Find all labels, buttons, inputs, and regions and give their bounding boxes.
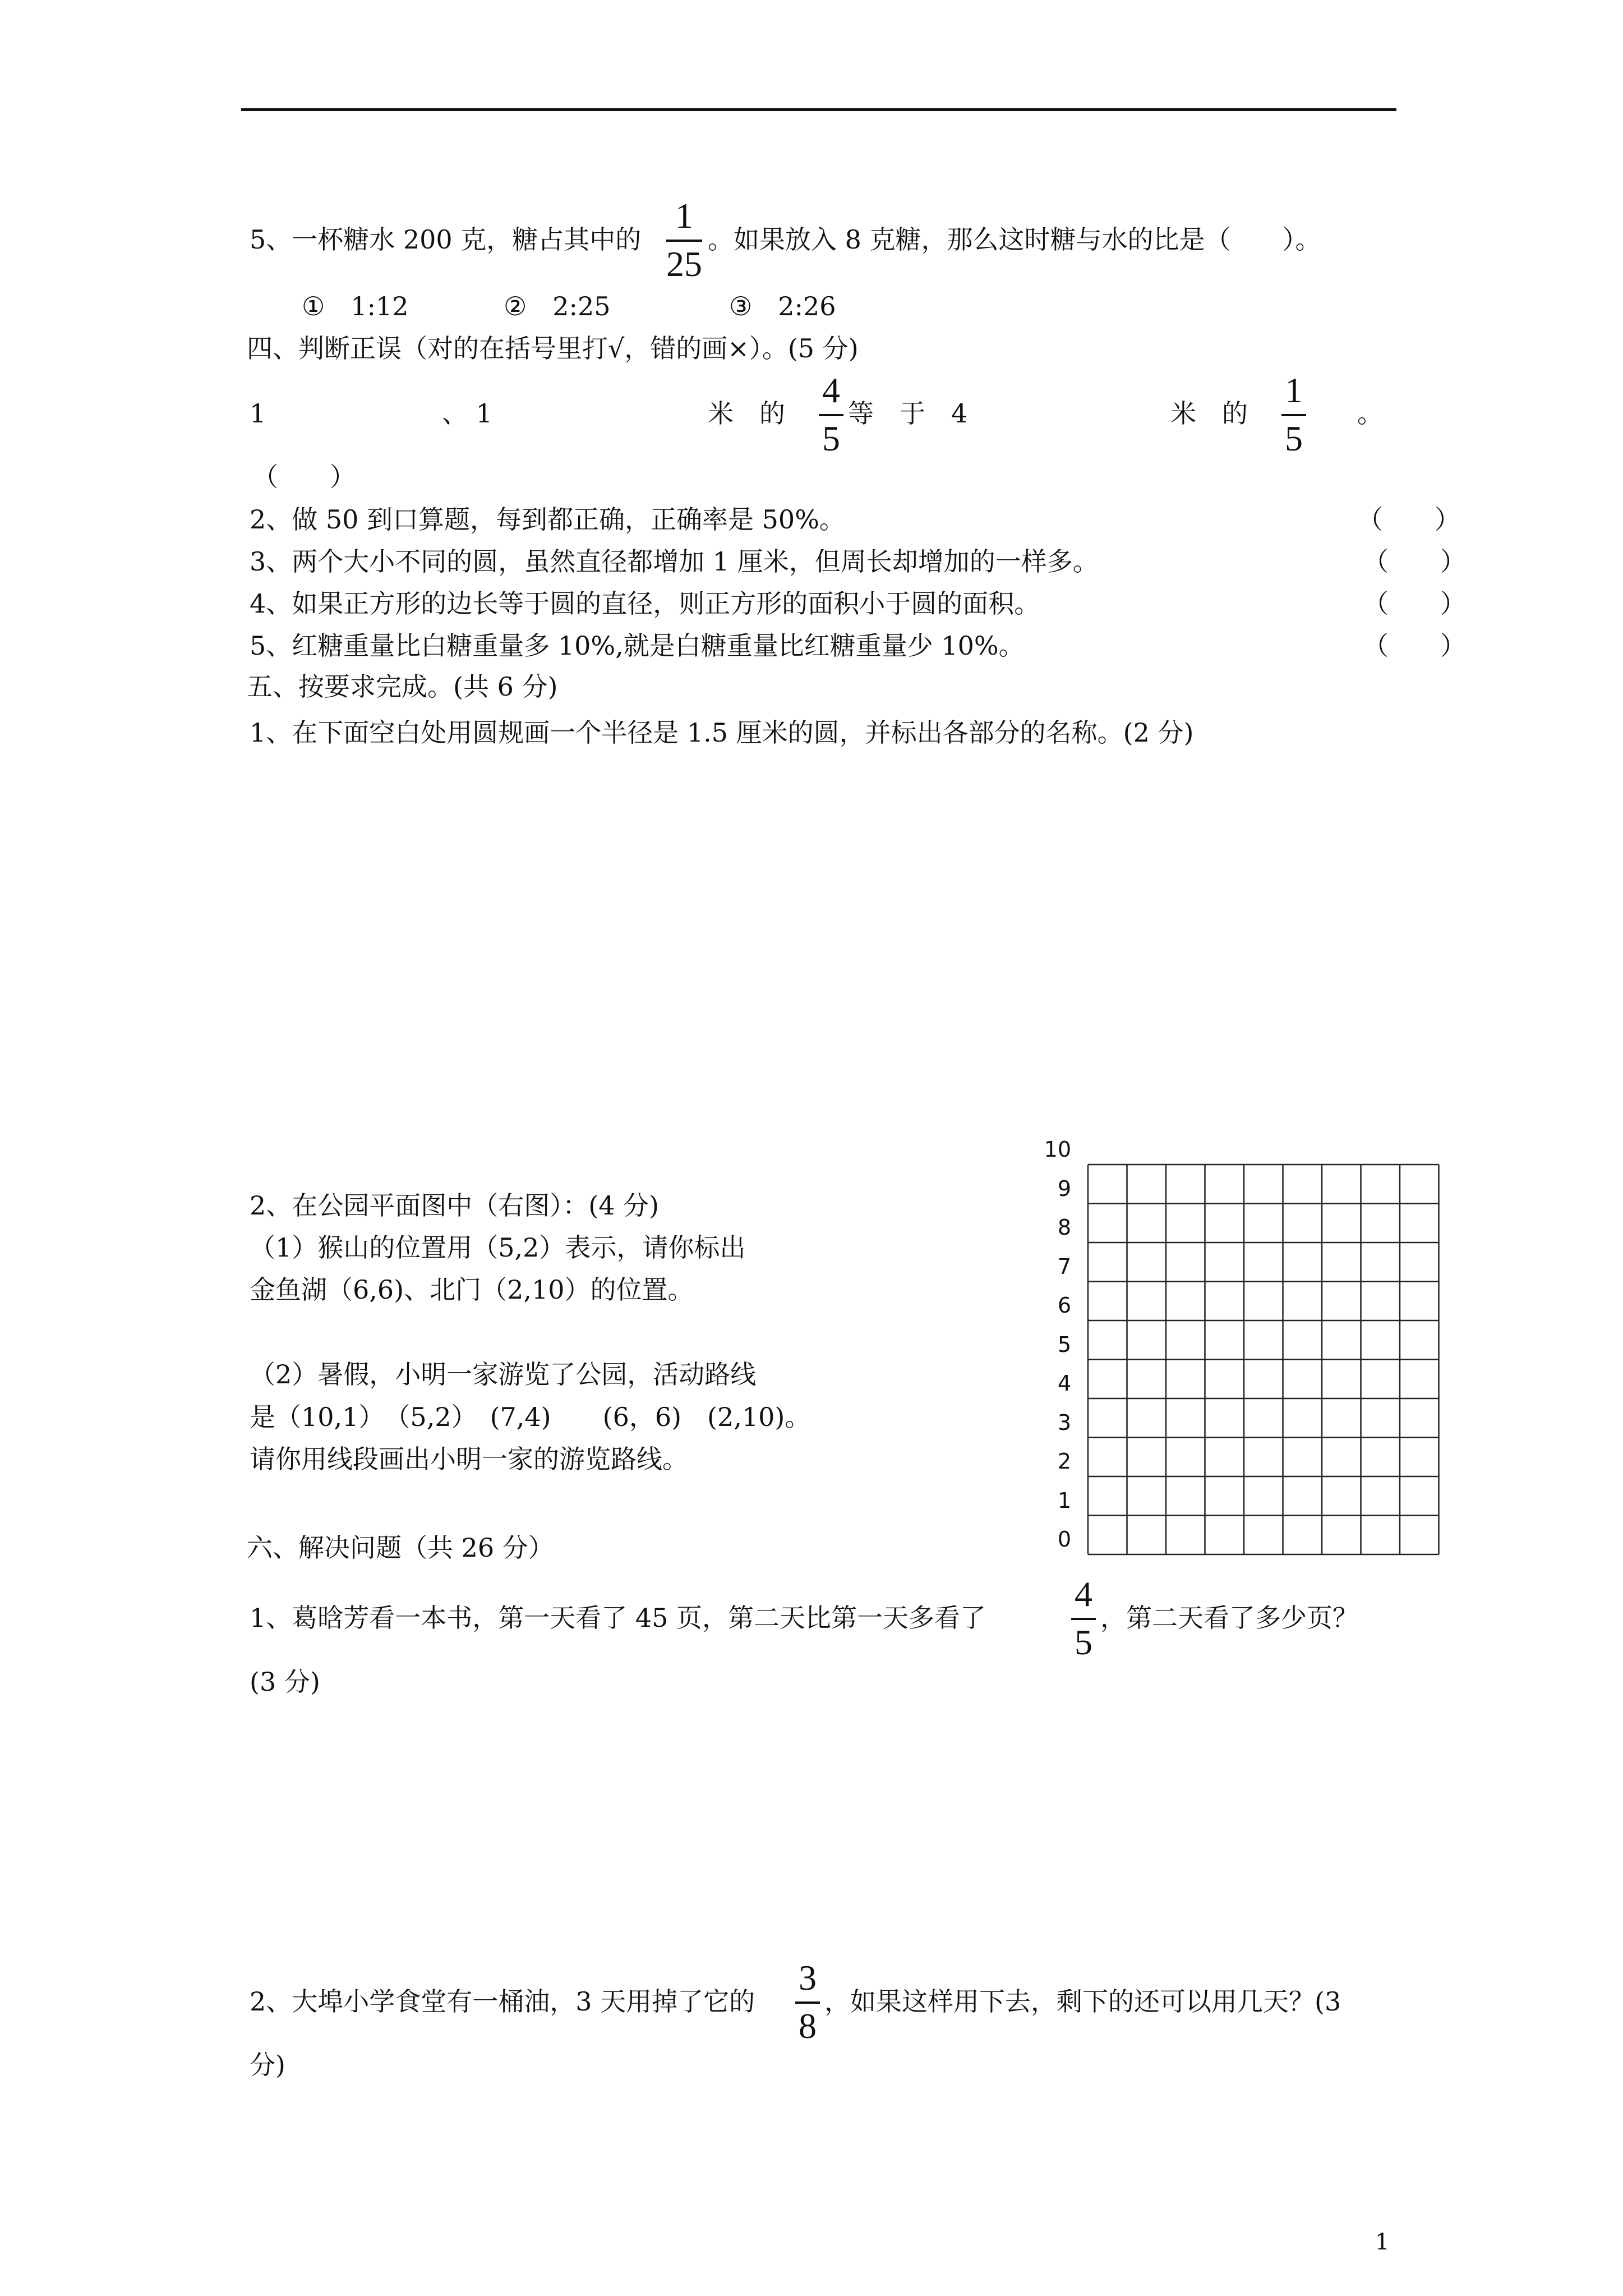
section4-title: 四、判断正误（对的在括号里打√，错的画×）。(5 分) (247, 333, 859, 364)
fraction-bar (795, 2001, 820, 2004)
q3-5-option-3: ③ 2:26 (729, 291, 836, 321)
s5-q1: 1、在下面空白处用圆规画一个半径是 1.5 厘米的圆，并标出各部分的名称。(2 分) (250, 717, 1194, 748)
s6-q1-fraction (1071, 1576, 1096, 1660)
q3-5-option-1: ① 1:12 (302, 291, 409, 321)
s4-item-2-paren: （ ） (1357, 504, 1460, 535)
s4-q1-answer-paren: （ ） (252, 462, 356, 492)
s5-q2-line-4: （2）暑假，小明一家游览了公园，活动路线 (250, 1359, 757, 1389)
s4-q1-part1: 1 (250, 398, 266, 429)
s4-q1-part2: 、 1 (442, 398, 492, 429)
s4-item-5: 5、红糖重量比白糖重量多 10%,就是白糖重量比红糖重量少 10%。 (250, 631, 1025, 661)
s4-q1-fraction-1 (819, 372, 843, 457)
grid-y-label: 7 (1057, 1254, 1071, 1279)
q3-5-text-b: 。如果放入 8 克糖，那么这时糖与水的比是（ ）。 (708, 224, 1321, 255)
page-number: 1 (1375, 2229, 1390, 2255)
section6-title: 六、解决问题（共 26 分） (247, 1533, 554, 1563)
s6-q2-text-b: ，如果这样用下去，剩下的还可以用几天？(3 (824, 1986, 1341, 2017)
s4-q1-part5: 米 的 (1170, 398, 1248, 429)
fraction-denominator: 5 (1075, 1622, 1092, 1662)
fraction-numerator: 1 (1285, 370, 1303, 410)
s4-q1-part6: 。 (1357, 398, 1383, 429)
fraction-bar (666, 240, 702, 242)
s5-q2-line-5: 是（10,1） （5,2） (7,4) (6，6) (2,10)。 (250, 1402, 811, 1432)
s4-item-5-paren: （ ） (1363, 631, 1466, 661)
q3-5-text-a: 5、一杯糖水 200 克，糖占其中的 (250, 224, 642, 255)
s4-item-3-paren: （ ） (1363, 546, 1466, 577)
s4-item-4: 4、如果正方形的边长等于圆的直径，则正方形的面积小于圆的面积。 (250, 588, 1040, 619)
s4-item-3: 3、两个大小不同的圆，虽然直径都增加 1 厘米，但周长却增加的一样多。 (250, 546, 1099, 577)
grid-y-label: 6 (1057, 1293, 1071, 1318)
fraction-numerator: 4 (1075, 1574, 1092, 1614)
s4-item-4-paren: （ ） (1363, 588, 1466, 619)
s4-item-2: 2、做 50 到口算题，每到都正确，正确率是 50%。 (250, 504, 845, 535)
grid-y-label: 1 (1057, 1488, 1071, 1513)
section5-title: 五、按要求完成。(共 6 分) (247, 671, 558, 702)
s6-q1-text-b: ，第二天看了多少页？ (1100, 1603, 1358, 1633)
s5-q2-line-1: 2、在公园平面图中（右图）：(4 分) (250, 1190, 660, 1221)
grid-y-label: 3 (1057, 1410, 1071, 1435)
grid-y-label: 9 (1057, 1176, 1071, 1201)
s5-q2-line-2: （1）猴山的位置用（5,2）表示，请你标出 (250, 1232, 746, 1263)
s4-q1-part3: 米 的 (708, 398, 785, 429)
fraction-denominator: 5 (1285, 418, 1303, 458)
fraction-denominator: 5 (822, 418, 840, 458)
grid-y-label: 4 (1057, 1371, 1071, 1396)
grid-y-label: 10 (1044, 1137, 1071, 1162)
s6-q1-score: (3 分) (250, 1667, 320, 1697)
grid-y-label: 5 (1057, 1332, 1071, 1357)
s6-q2-fraction (795, 1960, 820, 2044)
grid-lines (1032, 1144, 1447, 1559)
s6-q2-score: 分) (250, 2050, 285, 2080)
fraction-numerator: 3 (799, 1958, 817, 1998)
s5-q2-line-6: 请你用线段画出小明一家的游览路线。 (250, 1444, 688, 1474)
park-coordinate-grid (1032, 1137, 1447, 1559)
fraction-numerator: 4 (822, 370, 840, 410)
s6-q1-text-a: 1、葛晗芳看一本书，第一天看了 45 页，第二天比第一天多看了 (250, 1603, 986, 1633)
q3-5-fraction (666, 198, 702, 282)
s5-q2-line-3: 金鱼湖（6,6)、北门（2,10）的位置。 (250, 1274, 694, 1305)
s4-q1-part4: 等 于 4 (848, 398, 968, 429)
q3-5-option-2: ② 2:25 (504, 291, 611, 321)
fraction-bar (819, 414, 843, 416)
grid-y-label: 2 (1057, 1449, 1071, 1474)
s6-q2-text-a: 2、大埠小学食堂有一桶油，3 天用掉了它的 (250, 1986, 755, 2017)
grid-y-label: 0 (1057, 1527, 1071, 1552)
s4-q1-fraction-2 (1281, 372, 1306, 457)
grid-y-label: 8 (1057, 1215, 1071, 1240)
header-rule (241, 108, 1396, 111)
fraction-denominator: 8 (799, 2006, 817, 2046)
fraction-numerator: 1 (675, 196, 693, 236)
fraction-bar (1281, 414, 1306, 416)
fraction-denominator: 25 (666, 244, 702, 284)
fraction-bar (1071, 1618, 1096, 1620)
